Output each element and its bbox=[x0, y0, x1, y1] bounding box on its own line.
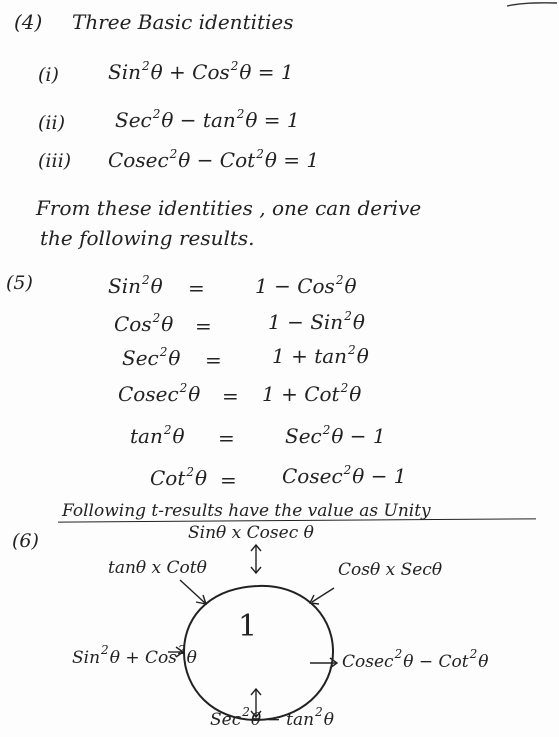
section6-number: (6) bbox=[12, 530, 39, 552]
section5-number: (5) bbox=[6, 272, 33, 294]
result-1-lhs: Sin$^2$θ bbox=[108, 273, 163, 298]
spoke-bottom-label: $Sec^2\theta - \tan^2\theta$ bbox=[210, 705, 334, 730]
result-3-lhs: Sec$^2$θ bbox=[122, 345, 181, 370]
result-6-lhs: Cot$^2$θ bbox=[150, 465, 208, 490]
result-1-eq: = bbox=[188, 276, 205, 300]
section6-heading: Following t-results have the value as Unity bbox=[62, 501, 431, 521]
result-3-rhs: $1 + \tan^2\theta$ bbox=[272, 343, 369, 368]
derive-note-line2: the following results. bbox=[40, 226, 255, 250]
result-2-lhs: Cos$^2$θ bbox=[114, 311, 174, 336]
section4-heading: Three Basic identities bbox=[72, 10, 294, 34]
spoke-right-label: Cosec$^2$θ − Cot$^2$θ bbox=[342, 647, 489, 672]
result-6-rhs: Cosec$^2$θ − 1 bbox=[282, 463, 407, 488]
identity-1: Sin$^2$θ + Cos$^2$θ = 1 bbox=[108, 59, 294, 84]
result-3-eq: = bbox=[205, 348, 222, 372]
spoke-top-right-label: Cosθ x Secθ bbox=[338, 560, 443, 580]
result-5-eq: = bbox=[218, 426, 235, 450]
spoke-top-left-label: tanθ x Cotθ bbox=[108, 558, 207, 578]
identity-2: $Sec^2\theta - \tan^2\theta = 1$ bbox=[115, 107, 300, 132]
result-5-rhs: Sec$^2$θ − 1 bbox=[285, 423, 386, 448]
arrow-top-right bbox=[312, 588, 334, 602]
result-1-rhs: 1 − Cos$^2$θ bbox=[255, 273, 357, 298]
identity-1-label: (i) bbox=[38, 64, 59, 86]
identity-3-label: (iii) bbox=[38, 150, 72, 172]
result-2-rhs: 1 − Sin$^2$θ bbox=[268, 309, 365, 334]
unity-circle bbox=[184, 586, 333, 720]
section4-number: (4) bbox=[14, 10, 43, 34]
derive-note-line1: From these identities , one can derive bbox=[36, 196, 422, 220]
spoke-top-label: Sinθ x Cosec θ bbox=[188, 523, 314, 543]
spoke-left-label: Sin$^2$θ + Cos$^2$θ bbox=[72, 643, 197, 668]
result-2-eq: = bbox=[195, 314, 212, 338]
result-4-rhs: 1 + Cot$^2$θ bbox=[262, 381, 362, 406]
result-5-lhs: $\tan^2\theta$ bbox=[130, 423, 185, 448]
arrow-top-left bbox=[180, 580, 205, 603]
result-4-eq: = bbox=[222, 384, 239, 408]
identity-3: Cosec$^2$θ − Cot$^2$θ = 1 bbox=[108, 147, 320, 172]
unity-value: 1 bbox=[238, 609, 258, 644]
result-6-eq: = bbox=[220, 468, 237, 492]
identity-2-label: (ii) bbox=[38, 112, 65, 134]
result-4-lhs: Cosec$^2$θ bbox=[118, 381, 201, 406]
